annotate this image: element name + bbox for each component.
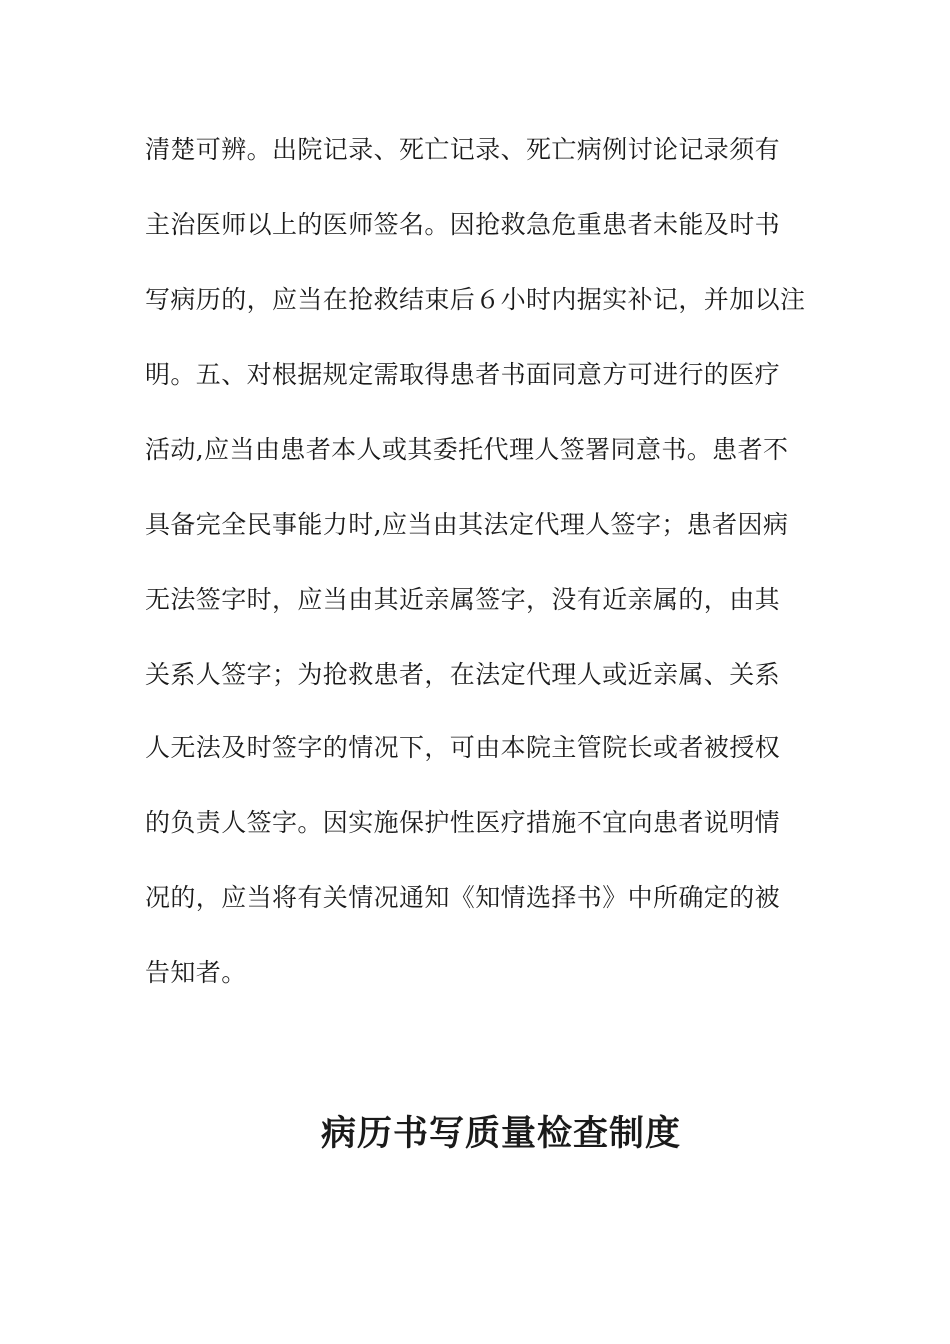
paragraph-line-7: 无法签字时，应当由其近亲属签字，没有近亲属的，由其: [145, 585, 781, 614]
section-heading: 病历书写质量检查制度: [320, 1114, 681, 1154]
paragraph-line-11: 况的，应当将有关情况通知《知情选择书》中所确定的被: [145, 883, 781, 912]
paragraph-line-8: 关系人签字；为抢救患者，在法定代理人或近亲属、关系: [145, 660, 781, 689]
paragraph-line-4: 明。五、对根据规定需取得患者书面同意方可进行的医疗: [145, 360, 781, 389]
paragraph-line-10: 的负责人签字。因实施保护性医疗措施不宜向患者说明情: [145, 808, 781, 837]
paragraph-line-9: 人无法及时签字的情况下，可由本院主管院长或者被授权: [145, 733, 781, 762]
paragraph-line-6: 具备完全民事能力时,应当由其法定代理人签字；患者因病: [145, 510, 789, 539]
paragraph-line-5: 活动,应当由患者本人或其委托代理人签署同意书。患者不: [145, 435, 789, 464]
paragraph-line-2: 主治医师以上的医师签名。因抢救急危重患者未能及时书: [145, 210, 781, 239]
paragraph-line-1: 清楚可辨。出院记录、死亡记录、死亡病例讨论记录须有: [145, 135, 781, 164]
paragraph-line-12: 告知者。: [145, 958, 247, 987]
paragraph-line-3: 写病历的，应当在抢救结束后６小时内据实补记，并加以注: [145, 285, 806, 314]
